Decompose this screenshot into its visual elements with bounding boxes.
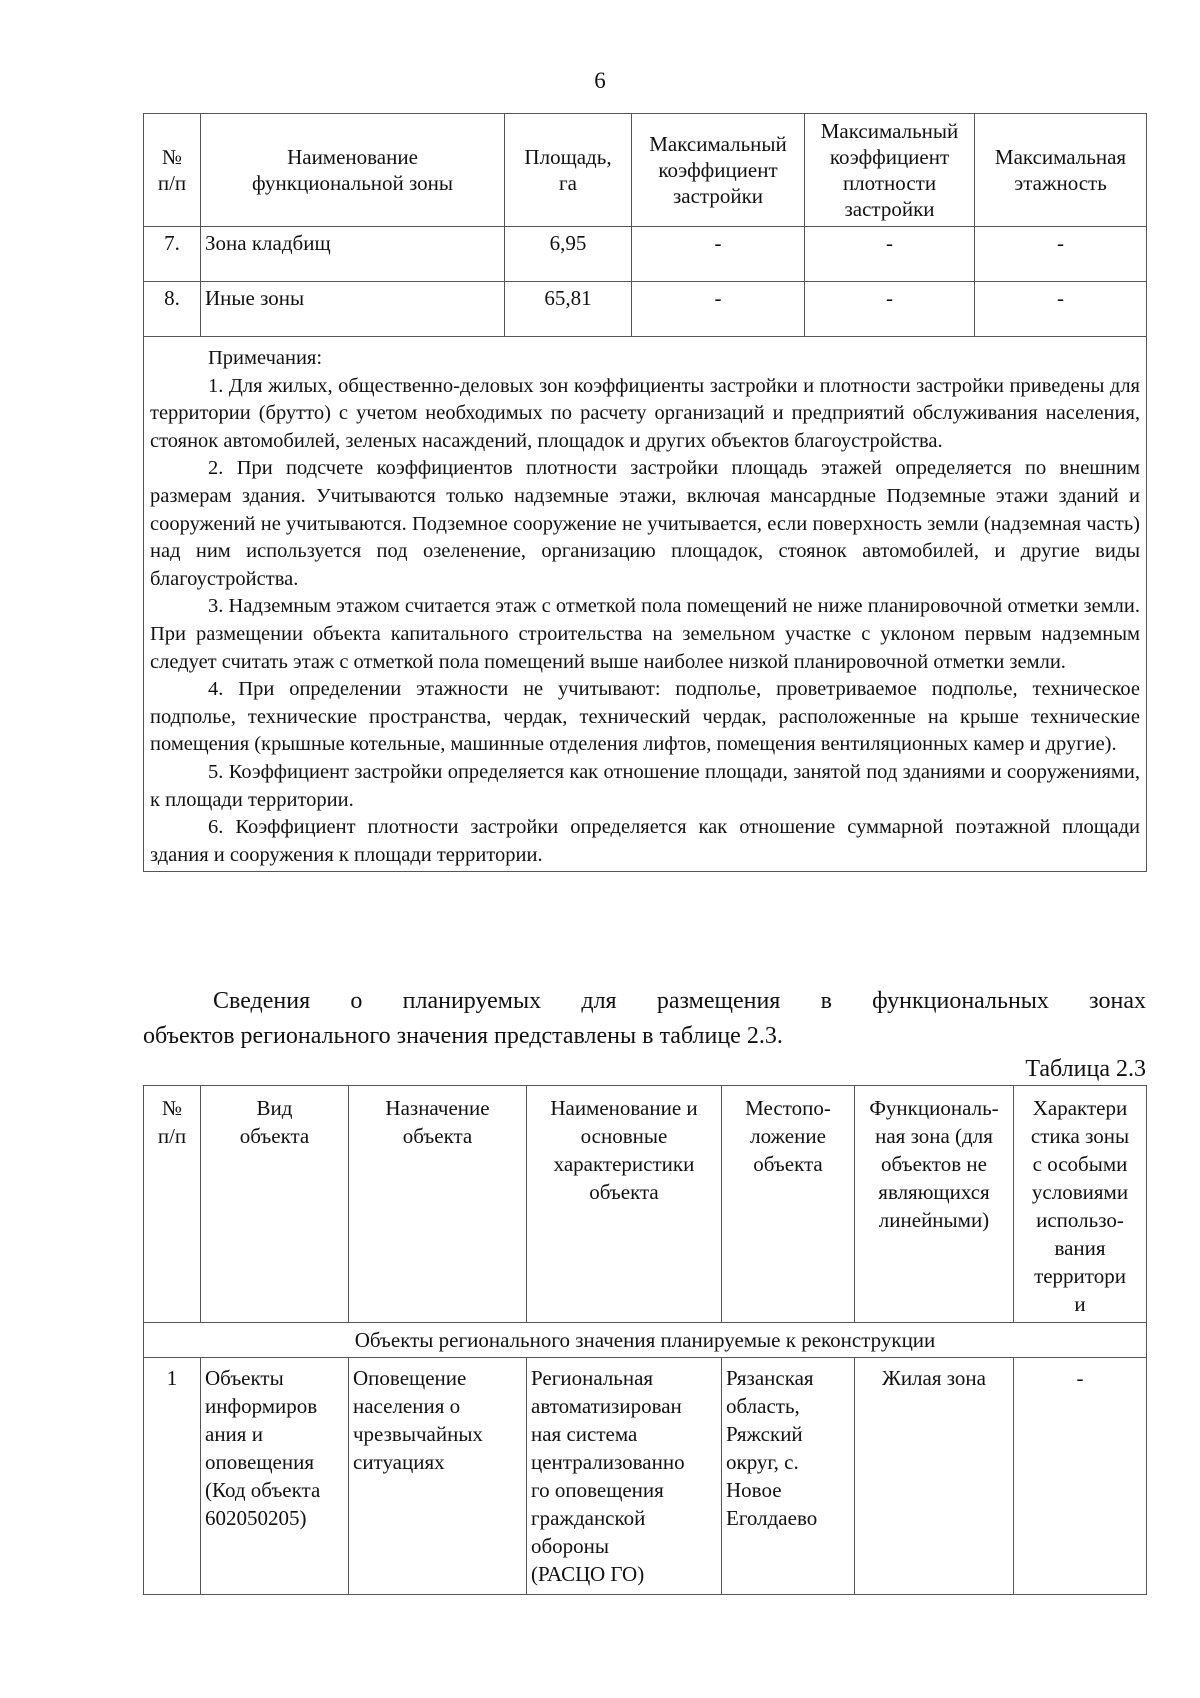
table-caption: Таблица 2.3 <box>1025 1056 1146 1082</box>
note-item: 4. При определении этажности не учитывают: подполье, проветриваемое подполье, техническое подполье, технические пространства, чердак, технический чердак, расположенные на крыше технические помещения (крышные котельные, машинные отделения лифтов, помещения вентиляционных камер и другие). <box>150 678 1140 756</box>
header-object-name: Наименование и основные характеристики объекта <box>527 1086 722 1323</box>
note-item: 6. Коэффициент плотности застройки определяется как отношение суммарной поэтажной площади здания и сооружения к площади территории. <box>150 816 1140 866</box>
header-location: Местопо- ложение объекта <box>722 1086 855 1323</box>
header-number: № п/п <box>144 1086 201 1323</box>
note-item: 1. Для жилых, общественно-деловых зон коэффициенты застройки и плотности застройки приведены для территории (брутто) с учетом необходимых по расчету организаций и предприятий обслуживания населения, стоянок автомобилей, зеленых насаждений, площадок и других объектов благоустройства. <box>150 374 1140 452</box>
row-special-zone: - <box>1014 1358 1147 1595</box>
header-special-zone: Характери стика зоны с особыми условиями использо- вания территори и <box>1014 1086 1147 1323</box>
note-item: 3. Надземным этажом считается этаж с отметкой пола помещений не ниже планировочной отметки земли. При размещении объекта капитального строительства на земельном участке с уклоном первым надземным следует считать этаж с отметкой пола помещений выше наиболее низкой планировочной отметки земли. <box>150 595 1140 673</box>
table-row <box>144 227 1147 282</box>
row-area: 65,81 <box>505 282 632 337</box>
section-row <box>144 1323 1147 1358</box>
row-functional-zone: Жилая зона <box>855 1358 1014 1595</box>
header-number: № п/п <box>144 114 201 227</box>
row-floors: - <box>975 227 1147 282</box>
row-object-purpose: Оповещение населения о чрезвычайных ситуациях <box>349 1358 527 1595</box>
row-zone-name: Зона кладбищ <box>201 227 505 282</box>
header-area: Площадь, га <box>505 114 632 227</box>
notes-row <box>144 337 1147 872</box>
page-number: 6 <box>594 68 606 93</box>
row-number: 1 <box>144 1358 201 1595</box>
intro-line: Сведения о планируемых для размещения в функциональных зонах <box>213 988 1146 1014</box>
row-number: 8. <box>144 282 201 337</box>
row-zone-name: Иные зоны <box>201 282 505 337</box>
table-row <box>144 282 1147 337</box>
row-density: - <box>805 282 975 337</box>
zones-table <box>143 113 1147 872</box>
header-max-density: Максимальный коэффициент плотности застройки <box>805 114 975 227</box>
note-item: 2. При подсчете коэффициентов плотности застройки площадь этажей определяется по внешним размерам здания. Учитываются только надземные этажи, включая мансардные Подземные этажи зданий и сооружений не учитываются. Подземное сооружение не учитывается, если поверхность земли (надземная часть) над ним используется под озеленение, организацию площадок, стоянок автомобилей, и другие виды благоустройства. <box>150 457 1140 590</box>
header-zone-name: Наименование функциональной зоны <box>201 114 505 227</box>
notes-title: Примечания: <box>208 347 323 369</box>
row-coverage: - <box>632 227 805 282</box>
header-max-coverage: Максимальный коэффициент застройки <box>632 114 805 227</box>
table-row <box>144 1358 1147 1595</box>
header-max-floors: Максимальная этажность <box>975 114 1147 227</box>
row-number: 7. <box>144 227 201 282</box>
row-object-type: Объекты информиров ания и оповещения (Код объекта 602050205) <box>201 1358 349 1595</box>
notes-cell <box>144 337 1147 872</box>
row-object-name: Региональная автоматизирован ная система централизованно го оповещения гражданской обороны (РАСЦО ГО) <box>527 1358 722 1595</box>
note-item: 5. Коэффициент застройки определяется как отношение площади, занятой под зданиями и сооружениями, к площади территории. <box>150 760 1140 811</box>
intro-line: объектов регионального значения представлены в таблице 2.3. <box>143 1023 783 1049</box>
header-functional-zone: Функциональ- ная зона (для объектов не являющихся линейными) <box>855 1086 1014 1323</box>
row-density: - <box>805 227 975 282</box>
section-title: Объекты регионального значения планируемые к реконструкции <box>144 1323 1147 1358</box>
intro-paragraph <box>143 984 1146 1054</box>
table-header-row <box>144 1086 1147 1323</box>
row-area: 6,95 <box>505 227 632 282</box>
header-object-type: Вид объекта <box>201 1086 349 1323</box>
regional-objects-table <box>143 1085 1147 1595</box>
row-coverage: - <box>632 282 805 337</box>
row-floors: - <box>975 282 1147 337</box>
row-location: Рязанская область, Ряжский округ, с. Новое Еголдаево <box>722 1358 855 1595</box>
table-header-row <box>144 114 1147 227</box>
header-object-purpose: Назначение объекта <box>349 1086 527 1323</box>
